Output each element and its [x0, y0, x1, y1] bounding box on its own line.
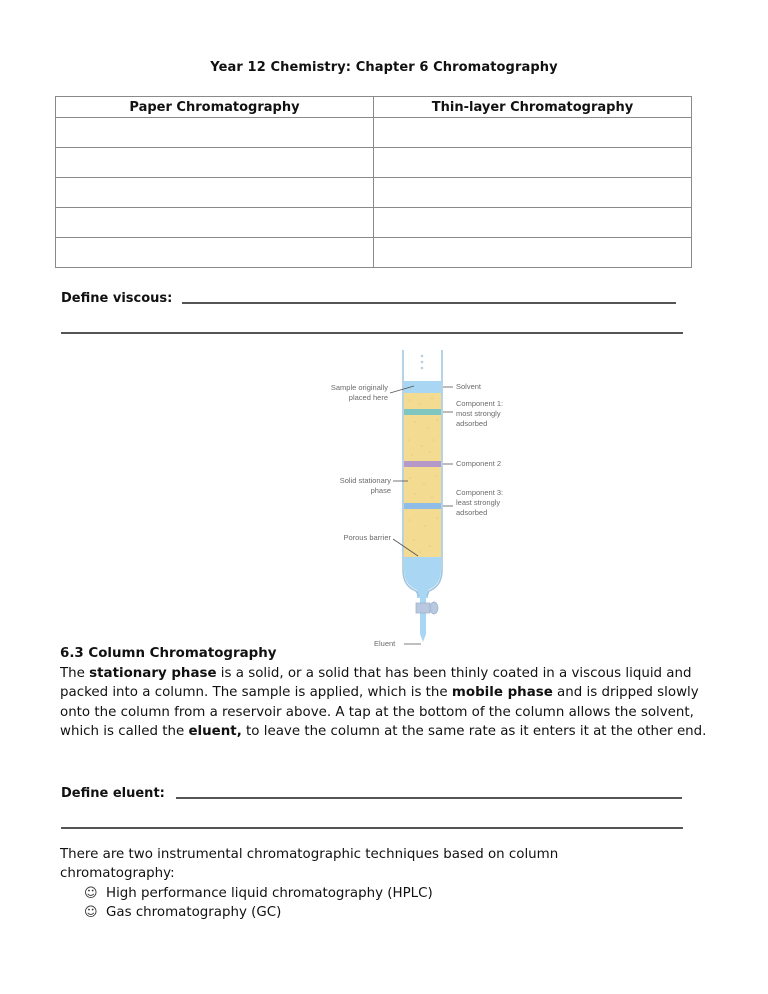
label-sample-placed — [300, 383, 388, 403]
label-line: Sample originally — [330, 383, 388, 392]
define-eluent-label: Define eluent: — [61, 786, 165, 801]
table-cell[interactable] — [56, 118, 374, 148]
label-line: adsorbed — [456, 508, 488, 517]
text: is a solid, or a solid that has been thinly coated in a viscous liquid and packed into a column. The sample is applied, which is the — [60, 666, 692, 701]
techniques-intro: There are two instrumental chromatographic techniques based on column chromatography: — [60, 847, 559, 882]
table-row — [56, 178, 692, 208]
label-component-1 — [456, 399, 503, 429]
label-line: least strongly — [456, 498, 501, 507]
column-header-tlc: Thin-layer Chromatography — [374, 97, 692, 118]
list-item-text: Gas chromatography (GC) — [106, 905, 282, 921]
label-line: Component 1: — [456, 399, 504, 408]
smiley-icon: ☺ — [84, 905, 98, 921]
label-line: adsorbed — [456, 419, 488, 428]
smiley-icon: ☺ — [84, 886, 98, 901]
label-line: Component 3: — [456, 488, 504, 497]
section-heading: 6.3 Column Chromatography — [60, 646, 277, 661]
list-item — [84, 884, 433, 903]
label-component-2: Component 2 — [456, 459, 502, 468]
define-eluent-answer-line-2[interactable] — [61, 827, 683, 829]
table-cell[interactable] — [56, 178, 374, 208]
label-porous-barrier: Porous barrier — [343, 533, 391, 542]
label-component-3 — [456, 488, 503, 518]
label-line: placed here — [348, 393, 388, 402]
label-line: phase — [370, 486, 391, 495]
define-viscous-label: Define viscous: — [61, 291, 173, 306]
column-header-paper: Paper Chromatography — [56, 97, 374, 118]
label-line: most strongly — [456, 409, 501, 418]
table-cell[interactable] — [56, 238, 374, 268]
table-row — [56, 118, 692, 148]
page-title: Year 12 Chemistry: Chapter 6 Chromatography — [210, 60, 558, 75]
comparison-table — [55, 96, 692, 268]
table-cell[interactable] — [56, 148, 374, 178]
text: The — [60, 666, 90, 681]
define-viscous-answer-line-1[interactable] — [182, 302, 676, 304]
label-solvent: Solvent — [456, 382, 482, 391]
define-eluent-answer-line-1[interactable] — [176, 797, 682, 799]
table-row — [56, 208, 692, 238]
define-viscous-answer-line-2[interactable] — [61, 332, 683, 334]
table-cell[interactable] — [374, 118, 692, 148]
text: and is dripped slowly onto the column from a reservoir above. A tap at the bottom of the column allows the solvent, which is called the — [60, 685, 699, 740]
label-line: Solid stationary — [339, 476, 391, 485]
label-eluent: Eluent — [374, 639, 396, 648]
section-paragraph — [60, 664, 710, 742]
term-eluent: eluent, — [188, 724, 242, 740]
techniques-list — [84, 884, 433, 923]
term-stationary-phase: stationary phase — [89, 666, 217, 681]
label-solid-stationary-phase — [300, 476, 391, 496]
term-mobile-phase: mobile phase — [451, 685, 553, 701]
table-cell[interactable] — [374, 238, 692, 268]
list-item — [84, 903, 433, 922]
table-cell[interactable] — [374, 148, 692, 178]
table-row — [56, 148, 692, 178]
text: to leave the column at the same rate as it enters it at the other end. — [241, 724, 707, 740]
table-cell[interactable] — [56, 208, 374, 238]
table-row — [56, 238, 692, 268]
table-cell[interactable] — [374, 178, 692, 208]
table-cell[interactable] — [374, 208, 692, 238]
list-item-text: High performance liquid chromatography (HPLC) — [106, 886, 433, 901]
